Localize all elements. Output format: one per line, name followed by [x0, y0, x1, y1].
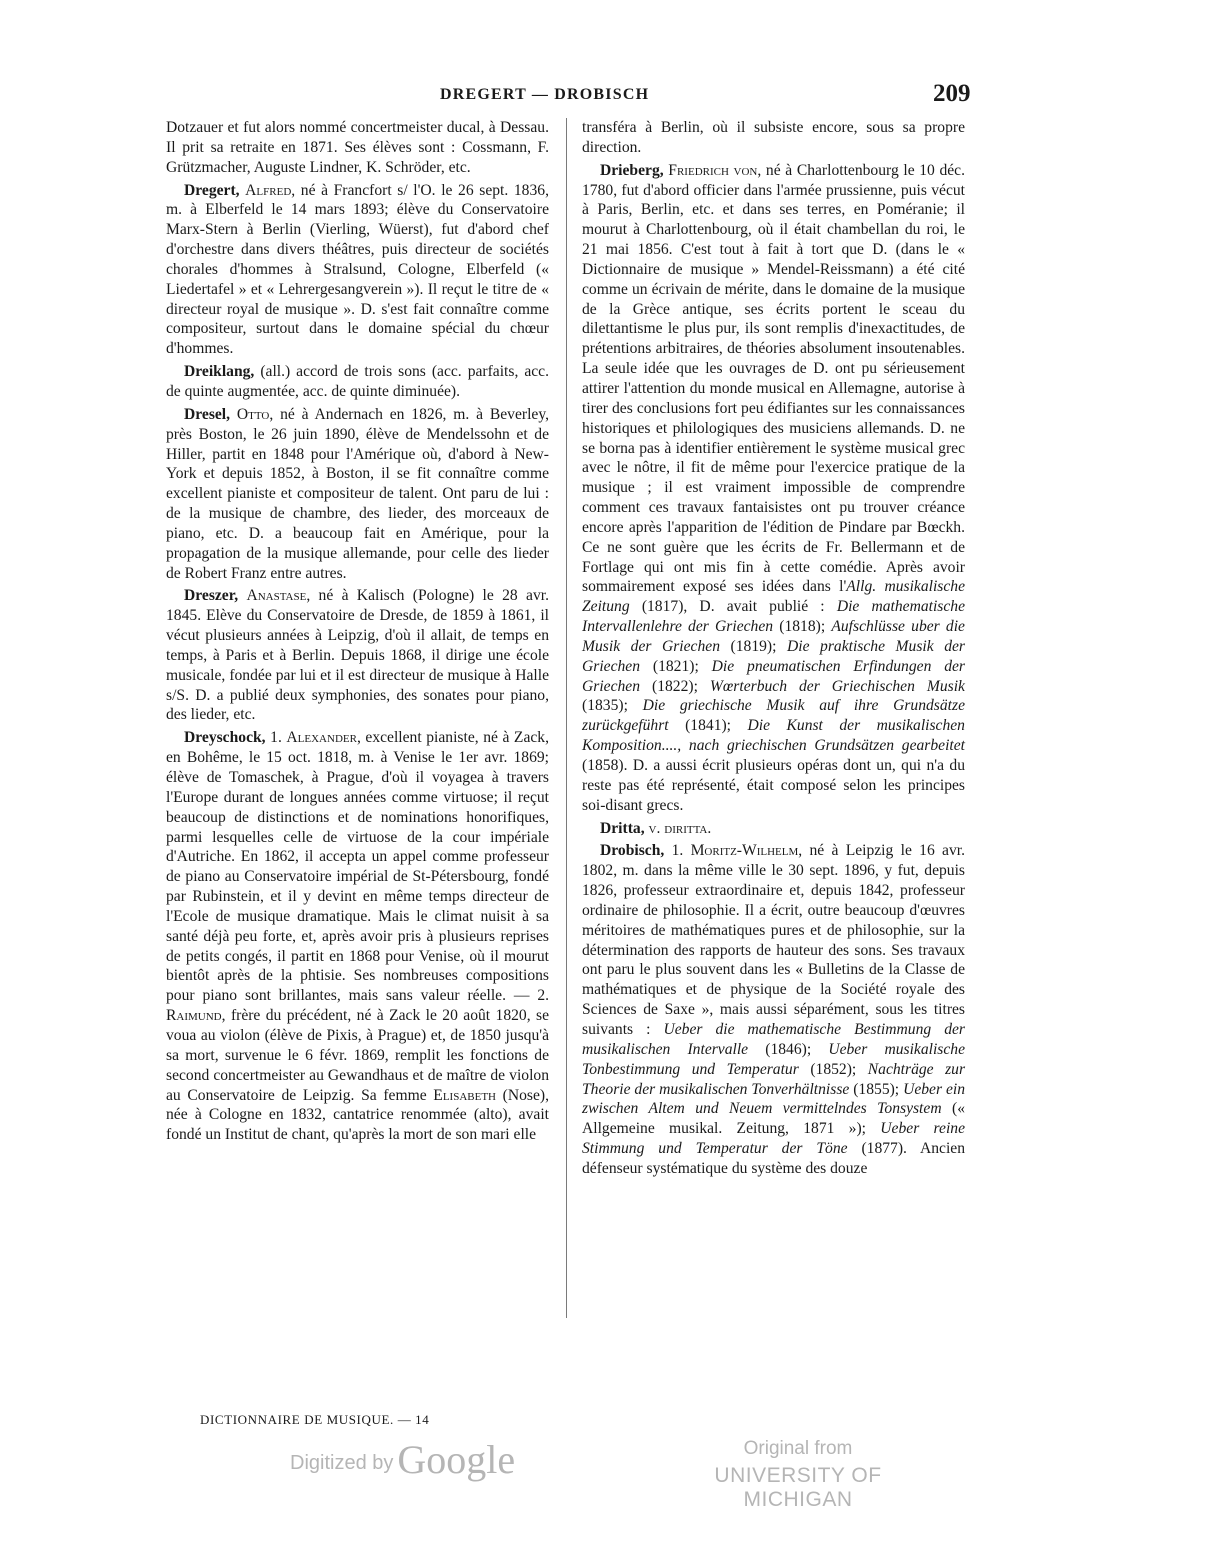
entry-text: frère du précédent, né à Zack le 20 août 1820, se voua au violon (élève de Pixis, à Prague) et, de 1850 jusqu'à sa mort, survenue le 6 févr. 1869, remplit les fonctions de second concertmeister au Gewandhaus et de maître de violon au Conservatoire de Leipzig. Sa femme: [166, 1007, 549, 1104]
work-title: Aufschlüsse uber die Musik der Griechen: [582, 618, 965, 655]
person-name: Friedrich von,: [668, 161, 762, 179]
headword: Drieberg,: [600, 161, 664, 179]
digitized-by-watermark: Digitized by Google: [290, 1437, 516, 1482]
entry-dreyschock: Dreyschock, 1. Alexander, excellent pianiste, né à Zack, en Bohême, le 15 oct. 1818, m. à Venise le 1er avr. 1869; élève de Tomaschek, à Prague, d'où il voyagea à travers l'Europe durant de longues années comme virtuose; il reçut beaucoup de distinctions et de nominations honorifiques, parmi lesquelles celle de virtuose de la cour impériale d'Autriche. En 1862, il accepta un appel comme professeur de piano au Conservatoire impérial de St-Pétersbourg, fondé par Rubinstein, et il y devint en même temps directeur de l'Ecole de musique dramatique. Mais le climat nuisit à sa santé déjà peu forte, et, après avoir pris à plusieurs reprises de petits congés, il partit en 1868 pour Venise, où il mourut bientôt après de la phtisie. Ses nombreuses compositions pour piano sont brillantes, mais sans valeur réelle. — 2. Raimund, frère du précédent, né à Zack le 20 août 1820, se voua au violon (élève de Pixis, à Prague) et, de 1850 jusqu'à sa mort, survenue le 6 févr. 1869, remplit les fonctions de second concertmeister au Gewandhaus et de maître de violon au Conservatoire de Leipzig. Sa femme Elisabeth (Nose), née à Cologne en 1832, cantatrice renommée (alto), avait fondé un Institut de chant, qu'après la mort de son mari elle: [166, 729, 550, 1144]
work-title: Ueber ein zwischen Altem und Neuem vermittelndes Tonsystem: [582, 1080, 965, 1118]
person-name: Otto,: [236, 405, 274, 423]
column-divider: [566, 118, 567, 1318]
headword: Dreszer,: [184, 587, 239, 605]
entry-text: né à Andernach en 1826, m. à Beverley, près Boston, le 26 juin 1890, élève de Mendelssohn et de Hiller, partit en 1848 pour l'Amérique où, d'abord à New-York et depuis 1852, à Boston, il se fit connaître comme excellent pianiste et compositeur de talent. Ont paru de lui : de la musique de chambre, des lieder, des morceaux de piano, etc. D. a beaucoup fait en Amérique, pour la propagation de la musique allemande, pour celle des lieder de Robert Franz entre autres.: [166, 405, 549, 582]
entry-drobisch: Drobisch, 1. Moritz-Wilhelm, né à Leipzig le 16 avr. 1802, m. dans la même ville le 30 sept. 1896, y fut, depuis 1826, professeur extraordinaire et, depuis 1842, professeur ordinaire de philosophie. Il a écrit, outre beaucoup d'œuvres méritoires de mathématiques pures et de philosophie, sur la détermination des rapports de hauteur des sons. Ses travaux ont paru le plus souvent dans les « Bulletins de la Classe de mathématiques et de physique de la Société royale des Sciences de Saxe », mais aussi séparément, sous les titres suivants : Ueber die mathematische Bestimmung der musikalischen Intervalle (1846); Ueber musikalische Tonbestimmung und Temperatur (1852); Nachträge zur Theorie der musikalischen Tonverhältnisse (1855); Ueber ein zwischen Altem und Neuem vermittelndes Tonsystem (« Allgemeine musikal. Zeitung, 1871 »); Ueber reine Stimmung und Temperatur der Töne (1877). Ancien défenseur systématique du système des douze: [582, 842, 966, 1177]
work-title: Ueber die mathematische Bestimmung der musikalischen Intervalle: [582, 1020, 965, 1058]
original-from-watermark: Original from UNIVERSITY OF MICHIGAN: [668, 1438, 928, 1512]
paragraph-dreyschock-continued: transféra à Berlin, où il subsiste encore, sous sa propre direction.: [582, 119, 965, 156]
person-name: Alfred,: [245, 181, 296, 199]
entry-dresel: [166, 405, 549, 584]
running-title: DREGERT — DROBISCH: [440, 86, 650, 103]
entry-dregert: [166, 181, 549, 360]
right-column: [582, 118, 965, 1182]
page-number: 209: [933, 80, 971, 107]
entry-dreszer: [166, 586, 549, 725]
entry-dreiklang: [166, 362, 549, 402]
university-name: UNIVERSITY OF MICHIGAN: [714, 1464, 882, 1511]
work-title: Die mathematische Intervallenlehre der Griechen: [582, 598, 966, 636]
work-title: Allg. musikalische Zeitung: [582, 578, 965, 616]
entry-drieberg: Drieberg, Friedrich von, né à Charlottenbourg le 10 déc. 1780, fut d'abord officier dans l'armée prussienne, puis vécut à Paris, Berlin, etc. et dans ses terres, en Poméranie; il mourut à Charlottenbourg, où il était chambellan du roi, le 21 mai 1856. C'est tout à fait à tort que D. (dans le « Dictionnaire de musique » Mendel-Reissmann) a été cité comme un écrivain de mérite, dans le domaine de la musique de la Grèce antique, ses écrits portent le sceau du dilettantisme le plus pur, ils sont remplis d'inexactitudes, de prétentions arbitraires, de théories absolument insoutenables. La seule idée que les ouvrages de D. ont pu sérieusement attirer l'attention du monde musical en Allemagne, autorise à tirer des conclusions fort peu édifiantes sur les connaissances historiques et philologiques des musiciens allemands. D. ne se borna pas à identifier entièrement le système musical grec avec le nôtre, il fit de même pour l'exercice pratique de la musique ; il est vraiment impossible de comprendre comment ces travaux fantaisistes ont pu trouver créance encore après l'apparition de l'édition de Pindare par Bœckh. Ce ne sont guère que les écrits de Fr. Bellermann et de Fortlage qui ont mis fin à cette comédie. Après avoir sommairement exposé ses idées dans l'Allg. musikalische Zeitung (1817), D. avait publié : Die mathematische Intervallenlehre der Griechen (1818); Aufschlüsse uber die Musik der Griechen (1819); Die praktische Musik der Griechen (1821); Die pneumatischen Erfindungen der Griechen (1822); Wœrterbuch der Griechischen Musik (1835); Die griechische Musik auf ihre Grundsätze zurückgeführt (1841); Die Kunst der musikalischen Komposition...., nach griechischen Grundsätzen gearbeitet (1858). D. a aussi écrit plusieurs opéras dont un, qui n'a du reste pas été représenté, était composé selon les principes soi-disant grecs.: [582, 161, 966, 814]
work-title: Ueber musikalische Tonbestimmung und Temperatur: [582, 1040, 965, 1078]
person-name: Raimund,: [166, 1007, 226, 1025]
signature-mark: DICTIONNAIRE DE MUSIQUE. — 14: [200, 1412, 430, 1427]
google-logo: Google: [397, 1437, 516, 1482]
work-title: Die Kunst der musikalischen Komposition...., nach griechischen Grundsätzen gearbeitet: [582, 717, 965, 755]
work-title: Die griechische Musik auf ihre Grundsätze zurückgeführt: [582, 697, 965, 735]
work-title: Ueber reine Stimmung und Temperatur der Töne: [582, 1120, 965, 1158]
entry-text: excellent pianiste, né à Zack, en Bohême, le 15 oct. 1818, m. à Venise le 1er avr. 1869; élève de Tomaschek, à Prague, d'où il voyagea à travers l'Europe durant de longues années comme virtuose; il reçut beaucoup de distinctions et de nominations honorifiques, parmi lesquelles celle de virtuose de la cour impériale d'Autriche. En 1862, il accepta un appel comme professeur de piano au Conservatoire impérial de St-Pétersbourg, fondé par Rubinstein, et il y devint en même temps directeur de l'Ecole de musique dramatique. Mais le climat nuisit à sa santé déjà peu forte, et, après avoir pris à plusieurs reprises de petits congés, il partit en 1868 pour Venise, où il mourut bientôt après de la phtisie. Ses nombreuses compositions pour piano sont brillantes, mais sans valeur réelle.: [166, 729, 549, 1005]
headword: Dreyschock,: [184, 729, 266, 747]
cross-reference: v. diritta.: [648, 819, 712, 837]
entry-text: né à Francfort s/ l'O. le 26 sept. 1836, m. à Elberfeld le 14 mars 1893; élève du Conservatoire Marx-Stern à Berlin (Vierling, Wüerst), fut d'abord chef d'orchestre dans divers théâtres, puis directeur de sociétés chorales d'hommes à Stralsund, Cologne, Elberfeld (« Liedertafel » et « Lehrergesangverein »). Il reçut le titre de « directeur royal de musique ». D. s'est fait connaître comme compositeur, surtout dans le domaine spécial du chœur d'hommes.: [166, 181, 549, 358]
work-title: Wœrterbuch der Griechischen Musik: [709, 677, 965, 695]
work-title: Die praktische Musik der Griechen: [582, 637, 965, 675]
person-name: Anastase,: [246, 587, 311, 605]
work-title: Die pneumatischen Erfindungen der Griechen: [582, 657, 966, 695]
entry-text: (Nose), née à Cologne en 1832, cantatrice renommée (alto), avait fondé un Institut de chant, qu'après la mort de son mari elle: [166, 1086, 550, 1144]
work-title: Nachträge zur Theorie der musikalischen Tonverhältnisse: [582, 1060, 966, 1098]
headword: Dresel,: [184, 405, 231, 423]
headword: Drobisch,: [600, 842, 665, 860]
entry-dritta: [582, 819, 965, 839]
left-column: [166, 118, 549, 1148]
headword: Dreiklang,: [184, 363, 255, 381]
headword: Dritta,: [600, 819, 645, 837]
entry-text: né à Kalisch (Pologne) le 28 avr. 1845. Elève du Conservatoire de Dresde, de 1859 à 1861, il vécut plusieurs années à Leipzig, d'où il allait, de temps en temps, à Paris et à Berlin. Depuis 1868, il dirige une école musicale, fondée par lui et il est directeur de musique à Halle s/S. D. a publié deux symphonies, des sonates pour piano, des lieder, etc.: [166, 587, 549, 724]
person-name: Moritz-Wilhelm,: [690, 842, 803, 860]
headword: Dregert,: [184, 181, 240, 199]
person-name: Alexander,: [286, 729, 361, 747]
paragraph-dotzauer-continued: Dotzauer et fut alors nommé concertmeister ducal, à Dessau. Il prit sa retraite en 1871. Ses élèves sont : Cossmann, F. Grützmacher, Auguste Lindner, K. Schröder, etc.: [166, 119, 549, 176]
entry-text: (all.) accord de trois sons (acc. parfaits, acc. de quinte augmentée, acc. de quinte diminuée).: [166, 363, 549, 400]
person-name: Elisabeth: [433, 1086, 496, 1104]
running-header: [0, 80, 1207, 112]
